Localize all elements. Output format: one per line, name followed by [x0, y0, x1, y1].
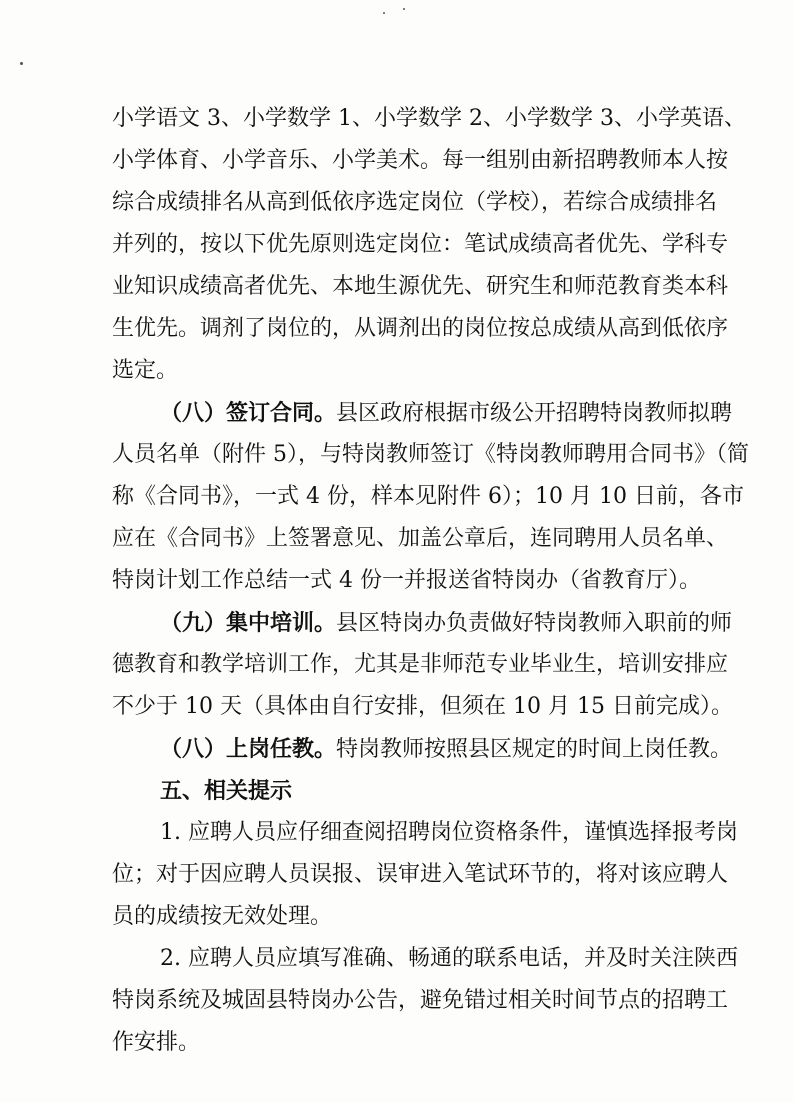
paragraph-line: 小学体育、小学音乐、小学美术。每一组别由新招聘教师本人按 [112, 148, 729, 173]
section-5-heading: 五、相关提示 [160, 778, 293, 804]
paragraph-line: 小学语文 3、小学数学 1、小学数学 2、小学数学 3、小学英语、 [112, 106, 746, 131]
section-text: 县区政府根据市级公开招聘特岗教师拟聘 [336, 401, 733, 426]
section-heading: （八）签订合同。 [160, 400, 337, 426]
paragraph-line: 作安排。 [112, 1030, 201, 1055]
paragraph-line: 称《合同书》，一式 4 份，样本见附件 6）；10 月 10 日前，各市 [112, 484, 744, 509]
section-post-first-line [160, 734, 733, 765]
paragraph-line: 业知识成绩高者优先、本地生源优先、研究生和师范教育类本科 [112, 274, 729, 299]
paragraph-line: 德教育和教学培训工作，尤其是非师范专业毕业生，培训安排应 [112, 652, 729, 677]
paragraph-line: 应在《合同书》上签署意见、加盖公章后，连同聘用人员名单、 [112, 526, 729, 551]
scan-artifact-dot [383, 12, 385, 14]
paragraph-line: 人员名单（附件 5），与特岗教师签订《特岗教师聘用合同书》（简 [112, 442, 749, 467]
paragraph-line: 员的成绩按无效处理。 [112, 904, 333, 929]
tip-item-1-first-line: 1. 应聘人员应仔细查阅招聘岗位资格条件，谨慎选择报考岗 [160, 820, 738, 845]
section-text: 县区特岗办负责做好特岗教师入职前的师 [336, 611, 733, 636]
section-heading: （八）上岗任教。 [160, 736, 337, 762]
scan-artifact-dot [20, 62, 23, 65]
section-heading: （九）集中培训。 [160, 610, 337, 636]
paragraph-line: 特岗系统及城固县特岗办公告，避免错过相关时间节点的招聘工 [112, 988, 729, 1013]
paragraph-line: 并列的，按以下优先原则选定岗位：笔试成绩高者优先、学科专 [112, 232, 729, 257]
section-text: 特岗教师按照县区规定的时间上岗任教。 [336, 737, 733, 762]
tip-item-2-first-line: 2. 应聘人员应填写准确、畅通的联系电话，并及时关注陕西 [160, 946, 738, 971]
paragraph-line: 特岗计划工作总结一式 4 份一并报送省特岗办（省教育厅）。 [112, 568, 701, 593]
section-training-first-line [160, 608, 733, 639]
paragraph-line: 生优先。调剂了岗位的，从调剂出的岗位按总成绩从高到低依序 [112, 316, 729, 341]
paragraph-line: 位；对于因应聘人员误报、误审进入笔试环节的，将对该应聘人 [112, 862, 729, 887]
section-sign-contract-first-line [160, 398, 733, 429]
paragraph-line: 选定。 [112, 358, 179, 383]
paragraph-line: 不少于 10 天（具体由自行安排，但须在 10 月 15 日前完成）。 [112, 694, 733, 719]
scan-artifact-dot [403, 8, 405, 10]
paragraph-line: 综合成绩排名从高到低依序选定岗位（学校），若综合成绩排名 [112, 190, 718, 215]
